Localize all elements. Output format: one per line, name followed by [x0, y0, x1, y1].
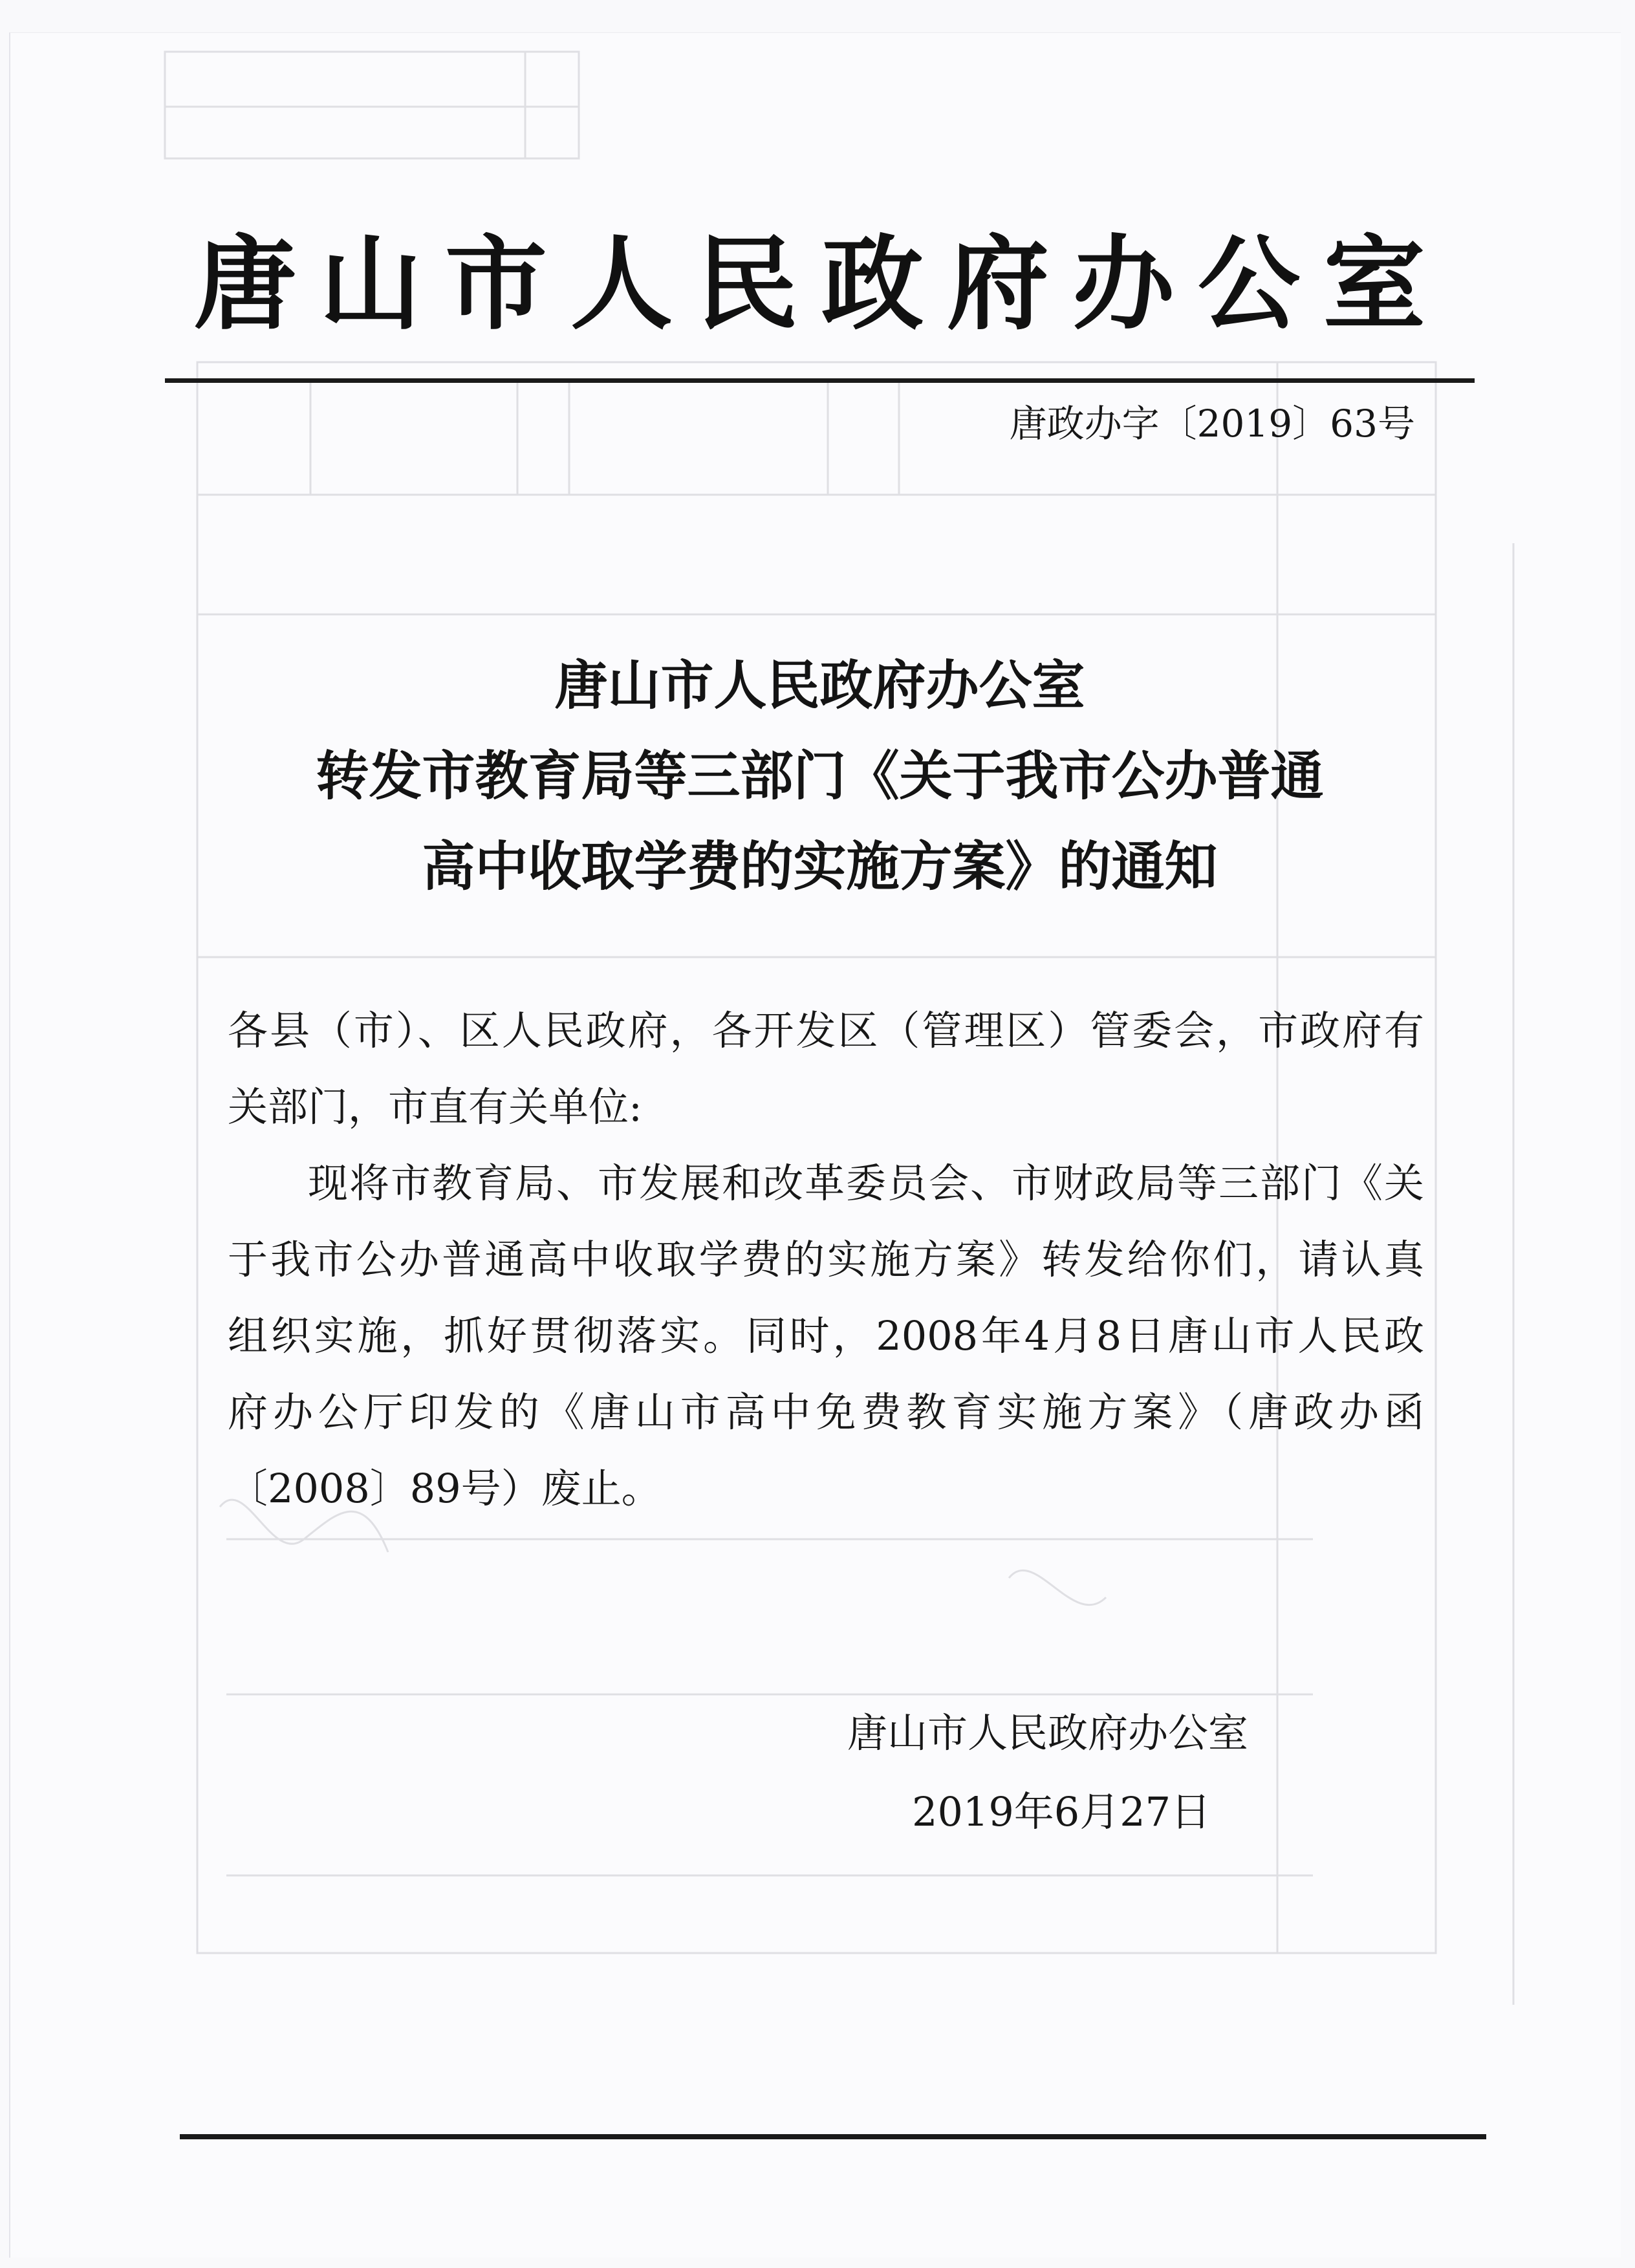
notice-title [165, 640, 1475, 912]
body-line: 组织实施，抓好贯彻落实。同时，2008年4月8日唐山市人民政 [228, 1312, 1424, 1359]
body-line: 各县（市）、区人民政府，各开发区（管理区）管委会，市政府有 [228, 1007, 1424, 1054]
title-line: 唐山市人民政府办公室 [554, 654, 1085, 717]
issue-date: 2019年6月27日 [912, 1788, 1211, 1835]
body-line: 现将市教育局、市发展和改革委员会、市财政局等三部门《关 [308, 1160, 1424, 1207]
issuing-office: 唐山市人民政府办公室 [847, 1709, 1249, 1756]
notice-body [228, 993, 1424, 1527]
title-line: 转发市教育局等三部门《关于我市公办普通 [316, 745, 1324, 807]
footer-divider [180, 2134, 1486, 2139]
document-number: 唐政办字〔2019〕63号 [1009, 402, 1415, 446]
masthead-title: 唐山市人民政府办公室 [194, 224, 1449, 344]
body-line: 关部门，市直有关单位: [228, 1083, 642, 1130]
body-line: 于我市公办普通高中收取学费的实施方案》转发给你们，请认真 [228, 1236, 1424, 1283]
title-line: 高中收取学费的实施方案》的通知 [422, 836, 1218, 898]
header-divider [165, 378, 1475, 383]
body-line: 〔2008〕89号）废止。 [228, 1465, 662, 1512]
body-line: 府办公厅印发的《唐山市高中免费教育实施方案》（唐政办函 [228, 1388, 1424, 1436]
